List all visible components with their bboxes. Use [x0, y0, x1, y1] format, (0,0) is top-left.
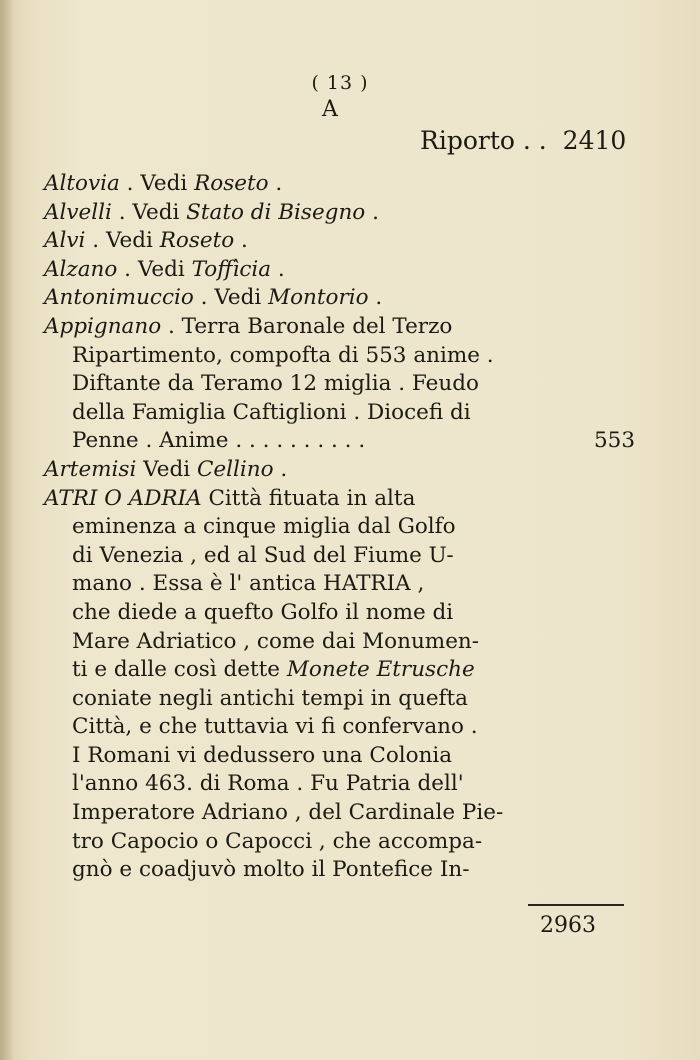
entry-reference: Roseto — [194, 171, 269, 196]
page-total: 2963 — [540, 913, 596, 938]
section-letter: A — [322, 97, 338, 122]
entry-name: Altovia — [44, 171, 120, 196]
appignano-amount: 553 — [594, 428, 636, 454]
entry-reference: Montorio — [268, 285, 369, 311]
entry-atri: ATRI O ADRIA Città fituata in alta eminenza a cinque miglia dal Golfo di Venezia , ed al Sud del Fiume U- mano . Essa è l' antica HATRIA , che diede a quefto Golfo il nome di Mare Adriatico , come dai Monumen- ti e dalle così dette Monete Etrusche coniate negli antichi tempi in quefta Città, e che tuttavia vi fi confervano . I Romani vi dedussero una Colonia l'anno 463. di Roma . Fu Patria dell' Imperatore Adriano , del Cardinale Pie- tro Capocio o Capocci , che accompa- gnò e coadjuvò molto il Pontefice In- — [44, 485, 504, 883]
entry-name: Alvi — [44, 228, 86, 254]
entry-name: Alvelli — [44, 199, 112, 225]
entry-name: Alzano — [44, 256, 118, 282]
entry-alvelli: Alvelli . Vedi Stato di Bisegno . — [44, 199, 379, 225]
entry-reference: Cellino — [196, 456, 274, 482]
binding-shadow — [0, 0, 14, 1060]
entry-appignano: Appignano . Terra Baronale del Terzo Ripartimento, compofta di 553 anime . Diftante da Teramo 12 miglia . Feudo della Famiglia Caftiglioni . Diocefi di Penne . Anime . . . . . . . . . . 553 — [44, 313, 624, 456]
carry-forward-row — [420, 126, 627, 155]
total-rule — [528, 904, 624, 906]
entry-reference: Roseto — [159, 228, 235, 254]
entry-antonimuccio: Antonimuccio . Vedi Montorio . — [44, 285, 383, 311]
coin-reference: Monete Etrusche — [286, 657, 475, 683]
entry-name: ATRI O ADRIA — [44, 485, 202, 511]
entry-name: Artemisi — [44, 456, 137, 482]
page-number: ( 13 ) — [311, 72, 369, 94]
carry-amount: 2410 — [562, 126, 627, 155]
entry-altovia: Altovia . Vedi Roseto . — [44, 171, 283, 196]
entry-artemisi: Artemisi Vedi Cellino . — [44, 456, 288, 482]
entry-reference: Toffìcia — [191, 256, 272, 282]
gazetteer-entries — [44, 170, 636, 885]
entry-name: Antonimuccio — [44, 285, 194, 311]
entry-alvi: Alvi . Vedi Roseto . — [44, 228, 248, 254]
entry-name: Appignano — [44, 313, 162, 339]
entry-reference: Stato di Bisegno — [186, 199, 366, 225]
carry-label: Riporto . . — [420, 126, 547, 155]
entry-alzano: Alzano . Vedi Toffìcia . — [44, 256, 285, 282]
